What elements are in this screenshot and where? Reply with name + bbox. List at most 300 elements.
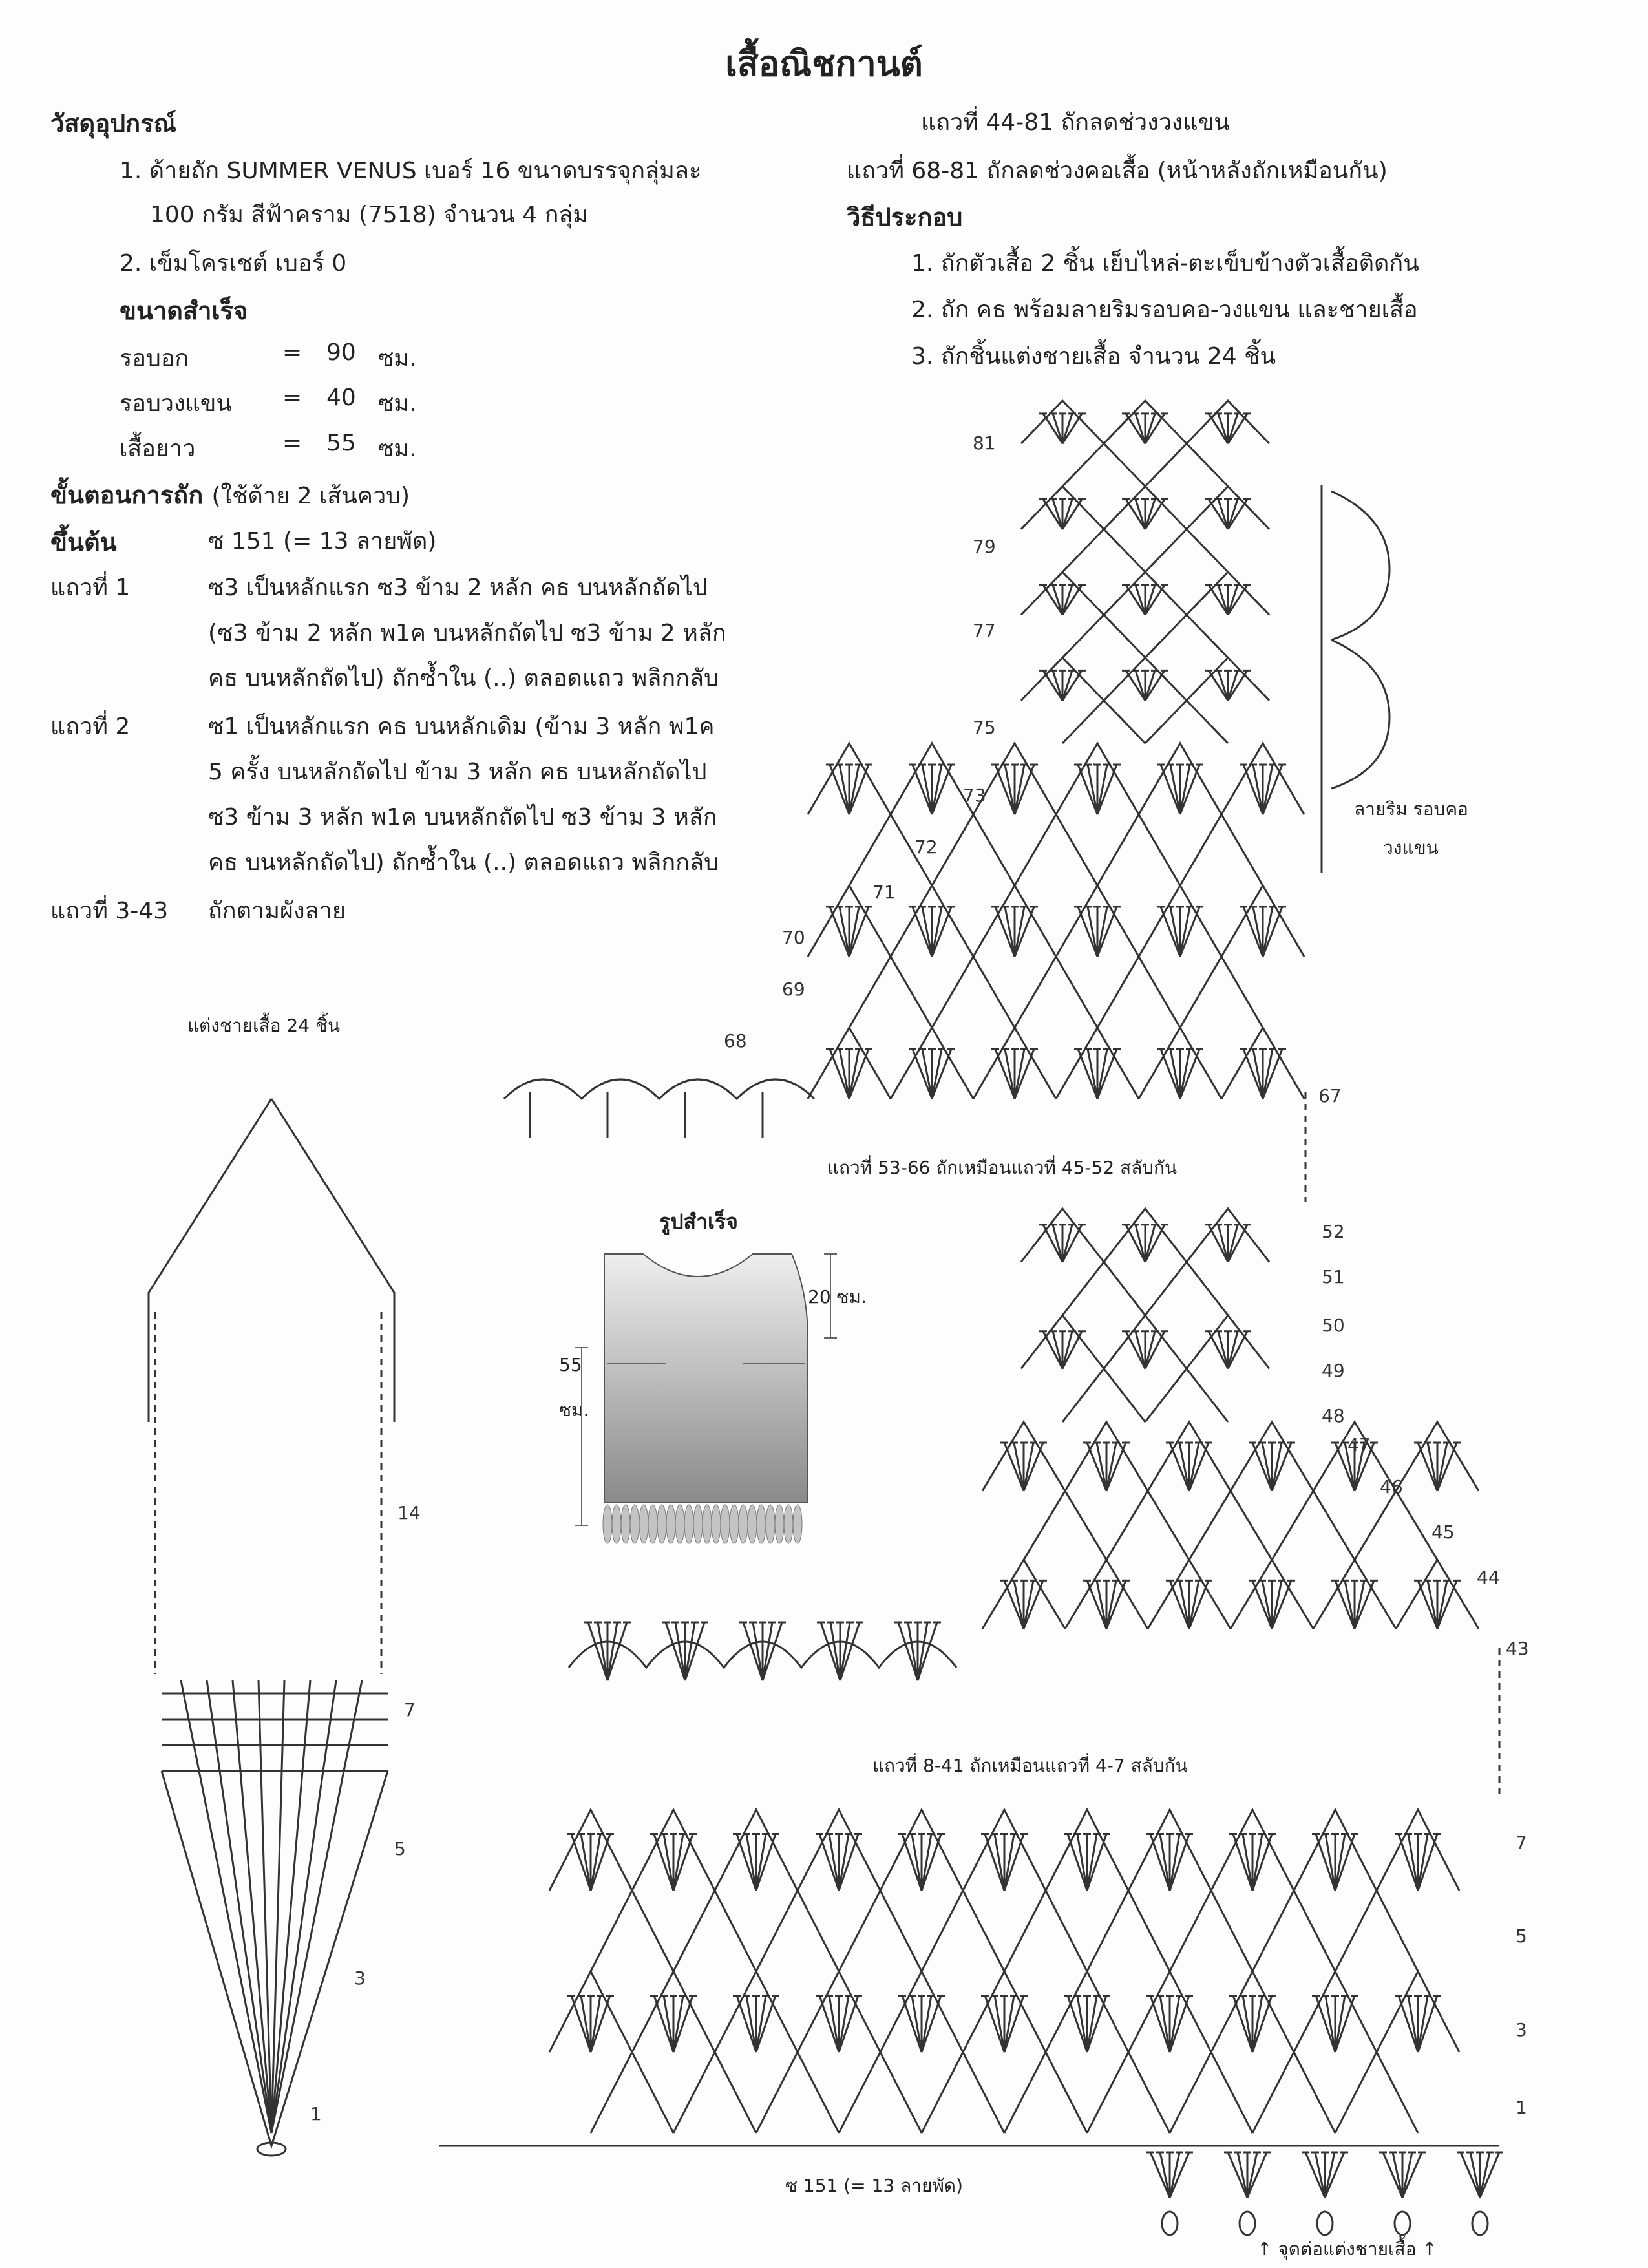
assembly-step-2: 2. ถัก คธ พร้อมลายริมรอบคอ-วงแขน และชายเสื้อ <box>911 297 1418 323</box>
fan-stitch <box>1218 585 1228 615</box>
row3-text: ถักตามผังลาย <box>208 898 346 924</box>
fringe-blade <box>693 1505 703 1543</box>
fan-stitch <box>1335 1996 1345 2053</box>
fringe-blade <box>721 1505 730 1543</box>
fringe-title: แต่งชายเสื้อ 24 ชิ้น <box>187 1015 341 1036</box>
fan-stitch <box>1004 1834 1014 1891</box>
fan-stitch <box>1087 1996 1106 2053</box>
fan-stitch <box>1399 1996 1418 2053</box>
fan-stitch <box>1218 414 1228 443</box>
fan-stitch <box>1097 1049 1117 1099</box>
fan-stitch <box>1218 1331 1228 1369</box>
fan-stitch <box>1228 1225 1238 1262</box>
row-number-labels <box>310 432 1529 2125</box>
fan-stitch <box>1170 1580 1189 1629</box>
fan-stitch <box>1062 670 1082 700</box>
fan-stitch <box>1150 1996 1170 2053</box>
fan-stitch <box>1126 1331 1145 1369</box>
fan-stitch <box>840 765 849 814</box>
row-number-mid-51: 51 <box>1322 1266 1345 1288</box>
fringe-blade <box>739 1505 748 1543</box>
chain-arc <box>673 1891 756 1971</box>
fan-stitch <box>1126 499 1145 529</box>
fan-stitch <box>1428 1580 1437 1629</box>
fan-stitch <box>1179 1580 1189 1629</box>
fan-stitch <box>1335 1834 1355 1891</box>
fan-stitch <box>1383 2152 1402 2198</box>
fan-stitch <box>1180 907 1190 957</box>
fan-stitch <box>1015 765 1034 814</box>
fan-stitch <box>1126 1225 1145 1262</box>
fan-stitch <box>932 1049 951 1099</box>
chain-arc <box>1145 443 1228 486</box>
fan-stitch <box>1005 1049 1015 1099</box>
fan-stitch <box>913 907 932 957</box>
fringe-stitch <box>271 1680 362 2133</box>
row2-line-1: ซ1 เป็นหลักแรก คธ บนหลักเดิม (ข้าม 3 หลัก พ1ค <box>208 714 715 740</box>
chart-rows-1-7 <box>439 1810 1503 2235</box>
fan-stitch <box>1189 1580 1199 1629</box>
fan-stitch <box>1461 2152 1480 2198</box>
fan-stitch <box>1262 1443 1272 1491</box>
fan-stitch <box>1233 1996 1252 2053</box>
fan-stitch <box>1326 1996 1335 2053</box>
fan-stitch <box>1062 499 1082 529</box>
fan-stitch <box>1243 1834 1252 1891</box>
fan-stitch <box>1126 414 1145 443</box>
fan-stitch <box>1209 1225 1228 1262</box>
fan-stitch <box>1252 1834 1272 1891</box>
fan-stitch <box>922 1834 931 1891</box>
fan-stitch <box>673 1834 693 1891</box>
fringe-blade <box>603 1505 612 1543</box>
fan-stitch <box>922 907 932 957</box>
row-number-bot-5: 5 <box>1516 1925 1527 1947</box>
fan-stitch <box>1053 670 1062 700</box>
fan-stitch <box>1062 670 1072 700</box>
fan-stitch <box>737 1834 756 1891</box>
edge-label-line-2: วงแขน <box>1383 837 1439 858</box>
row-number-mid-50: 50 <box>1322 1315 1345 1336</box>
fan-stitch <box>756 1996 776 2053</box>
fan-stitch <box>1136 585 1145 615</box>
fan-stitch <box>598 1622 607 1680</box>
fan-stitch <box>830 1622 840 1680</box>
fan-stitch <box>1399 1834 1418 1891</box>
fan-stitch <box>840 1622 860 1680</box>
fan-stitch <box>1062 585 1082 615</box>
fan-stitch <box>995 1049 1015 1099</box>
fan-stitch <box>1247 2152 1257 2198</box>
fan-stitch <box>1189 1580 1209 1629</box>
fan-stitch <box>922 1049 932 1099</box>
fan-stitch <box>913 765 932 814</box>
fan-stitch <box>918 1622 927 1680</box>
fan-stitch <box>591 1834 600 1891</box>
size-value-armhole: 40 <box>326 385 356 411</box>
fan-stitch <box>1161 765 1180 814</box>
row1-line-2: (ซ3 ข้าม 2 หลัก พ1ค บนหลักถัดไป ซ3 ข้าม 2 หลัก <box>208 620 726 646</box>
fan-stitch <box>1345 1580 1355 1629</box>
fan-stitch <box>1015 1049 1034 1099</box>
row-number-bot-7: 7 <box>1516 1832 1527 1853</box>
chain-arc <box>1145 529 1228 572</box>
fan-stitch <box>1078 765 1097 814</box>
fan-stitch <box>673 1996 693 2053</box>
row-number-mid-45: 45 <box>1431 1521 1455 1543</box>
chain-arc <box>1335 1891 1418 1971</box>
chain-arc <box>591 1891 673 1971</box>
fan-stitch <box>1247 2152 1267 2198</box>
fan-stitch <box>1393 2152 1402 2198</box>
edge-label-line-1: ลายริม รอบคอ <box>1354 798 1468 820</box>
fan-stitch <box>1136 1225 1145 1262</box>
fan-stitch <box>1209 414 1228 443</box>
fringe-blade <box>666 1505 675 1543</box>
fan-stitch <box>1262 1580 1272 1629</box>
fan-stitch <box>1252 1996 1272 2053</box>
chain-arc <box>932 957 1015 1028</box>
fan-stitch <box>1418 1580 1437 1629</box>
size-eq: = <box>282 385 302 411</box>
fan-stitch <box>756 1834 776 1891</box>
fan-stitch <box>1418 1996 1437 2053</box>
fan-stitch <box>932 765 942 814</box>
fan-stitch <box>1408 1996 1418 2053</box>
fan-stitch <box>1062 1225 1082 1262</box>
fan-stitch <box>1097 765 1107 814</box>
fan-stitch <box>1024 1443 1033 1491</box>
fringe-blade <box>775 1505 784 1543</box>
fan-stitch <box>591 1996 600 2053</box>
fan-stitch <box>1077 1834 1087 1891</box>
fan-stitch <box>1053 1331 1062 1369</box>
fan-stitch <box>913 1049 932 1099</box>
fan-stitch <box>902 1834 922 1891</box>
chain-arc <box>1087 1891 1170 1971</box>
row-number-top-67: 67 <box>1318 1085 1342 1107</box>
fan-stitch <box>912 1996 922 2053</box>
fan-stitch <box>1170 1049 1180 1099</box>
fan-stitch <box>1228 585 1238 615</box>
fringe-blade <box>703 1505 712 1543</box>
fringe-join-loop <box>1472 2212 1488 2235</box>
fan-stitch <box>1470 2152 1480 2198</box>
fringe-blade <box>639 1505 648 1543</box>
fan-stitch <box>1272 1443 1282 1491</box>
edge-scallop <box>1331 640 1389 789</box>
fan-stitch <box>685 1622 704 1680</box>
fan-stitch <box>685 1622 695 1680</box>
fan-stitch <box>1170 907 1180 957</box>
size-value-chest: 90 <box>326 339 356 366</box>
fan-stitch <box>571 1834 591 1891</box>
fan-stitch <box>1272 1580 1282 1629</box>
chain-arc <box>932 814 1015 885</box>
chain-arc <box>673 2052 756 2133</box>
fringe-join-loop <box>1317 2212 1333 2235</box>
fan-stitch <box>1402 2152 1422 2198</box>
fan-stitch <box>1180 765 1199 814</box>
fan-stitch <box>932 907 942 957</box>
fan-stitch <box>1062 585 1072 615</box>
fan-stitch <box>1252 1443 1272 1491</box>
dim-armhole: 20 ซม. <box>808 1286 867 1308</box>
fan-stitch <box>1418 1834 1428 1891</box>
fan-stitch <box>1218 499 1228 529</box>
fan-stitch <box>1228 414 1238 443</box>
row3-label: แถวที่ 3-43 <box>50 898 169 924</box>
fan-stitch <box>902 1996 922 2053</box>
fan-stitch <box>1136 1331 1145 1369</box>
fan-stitch <box>1253 1049 1263 1099</box>
chain-arc <box>1062 615 1145 657</box>
fringe-blade <box>630 1505 639 1543</box>
chain-arc <box>756 2052 839 2133</box>
fan-stitch <box>1170 1996 1179 2053</box>
chain-arc <box>1180 814 1263 885</box>
materials-heading: วัสดุอุปกรณ์ <box>50 109 176 138</box>
fan-stitch <box>673 1834 683 1891</box>
assembly-step-3: 3. ถักชิ้นแต่งชายเสื้อ จำนวน 24 ชิ้น <box>911 343 1276 370</box>
row-number-fringe-3: 3 <box>354 1967 366 1989</box>
fan-stitch <box>673 1996 683 2053</box>
fan-stitch <box>1106 1443 1126 1491</box>
fan-stitch <box>1263 765 1273 814</box>
fan-stitch <box>1150 1834 1170 1891</box>
row1-line-3: คธ บนหลักถัดไป) ถักซ้ำใน (..) ตลอดแถว พลิกกลับ <box>208 665 719 692</box>
chart-rows-67-81 <box>504 401 1389 1138</box>
note-rows-8-41: แถวที่ 8-41 ถักเหมือนแถวที่ 4-7 สลับกัน <box>872 1755 1188 1776</box>
fan-stitch <box>849 1049 869 1099</box>
fan-stitch <box>1014 1580 1024 1629</box>
chain-arc <box>1004 1891 1087 1971</box>
fan-stitch <box>607 1622 627 1680</box>
fan-stitch <box>1437 1443 1457 1491</box>
fan-stitch <box>1004 1996 1024 2053</box>
fan-stitch <box>1024 1443 1043 1491</box>
fan-stitch <box>1005 765 1015 814</box>
fan-stitch <box>1087 1834 1097 1891</box>
fan-stitch <box>1053 414 1062 443</box>
fan-stitch <box>1088 1049 1097 1099</box>
fan-stitch <box>571 1996 591 2053</box>
row-number-bot-1: 1 <box>1516 2097 1527 2118</box>
fan-stitch <box>1087 1834 1106 1891</box>
row2-line-4: คธ บนหลักถัดไป) ถักซ้ำใน (..) ตลอดแถว พลิกกลับ <box>208 849 719 876</box>
fan-stitch <box>1228 2152 1247 2198</box>
dim-length-unit: ซม. <box>559 1399 589 1421</box>
fan-stitch <box>1004 1834 1024 1891</box>
fan-stitch <box>1106 1443 1116 1491</box>
fan-stitch <box>1355 1580 1364 1629</box>
fan-stitch <box>1418 1996 1428 2053</box>
row-number-fringe-1: 1 <box>310 2103 322 2125</box>
fan-stitch <box>1335 1834 1345 1891</box>
row-number-fringe-5: 5 <box>394 1838 406 1860</box>
fringe-join-loop <box>1162 2212 1178 2235</box>
fan-stitch <box>1024 1580 1033 1629</box>
fan-stitch <box>1024 1580 1043 1629</box>
size-label-armhole: รอบวงแขน <box>120 390 233 417</box>
material-item-1-line-2: 100 กรัม สีฟ้าคราม (7518) จำนวน 4 กลุ่ม <box>150 202 589 228</box>
foundation-label: ซ 151 (= 13 ลายพัด) <box>785 2175 963 2196</box>
fan-stitch <box>1243 907 1263 957</box>
fan-stitch <box>1015 907 1024 957</box>
fan-stitch <box>1326 1834 1335 1891</box>
fan-stitch <box>985 1996 1004 2053</box>
chain-arc <box>1087 2052 1170 2133</box>
chain-arc <box>1062 443 1145 486</box>
fan-stitch <box>1068 1834 1087 1891</box>
row-number-top-81: 81 <box>973 432 996 454</box>
fan-stitch <box>1316 1834 1335 1891</box>
edge-scallop <box>1331 491 1389 640</box>
fan-stitch <box>1180 765 1190 814</box>
fan-stitch <box>1437 1580 1457 1629</box>
fringe-blade <box>648 1505 657 1543</box>
fan-stitch <box>1015 1049 1024 1099</box>
fan-stitch <box>1097 1443 1106 1491</box>
fan-stitch <box>840 1049 849 1099</box>
dim-length: 55 <box>559 1354 582 1375</box>
fan-stitch <box>581 1834 591 1891</box>
fan-stitch <box>1170 1834 1179 1891</box>
chain-arc <box>1024 1491 1106 1560</box>
fan-stitch <box>664 1834 673 1891</box>
chain-arc <box>1272 1491 1355 1560</box>
rows-44-81-note: แถวที่ 44-81 ถักลดช่วงวงแขน <box>921 109 1230 136</box>
fan-stitch <box>1263 907 1273 957</box>
fan-stitch <box>1015 907 1034 957</box>
chain-arc <box>1062 1262 1145 1316</box>
finished-garment-figure <box>575 1254 837 1543</box>
chain-arc <box>922 2052 1004 2133</box>
fan-stitch <box>1087 1443 1106 1491</box>
fan-stitch <box>1180 1049 1190 1099</box>
fan-stitch <box>1062 499 1072 529</box>
fan-stitch <box>1180 907 1199 957</box>
fan-stitch <box>1335 1996 1355 2053</box>
fan-stitch <box>908 1622 918 1680</box>
fan-stitch <box>1480 2152 1490 2198</box>
fringe-edge <box>149 1099 271 1422</box>
fan-stitch <box>1170 2152 1179 2198</box>
chain-arc <box>1145 615 1228 657</box>
fan-stitch <box>1253 765 1263 814</box>
fan-stitch <box>839 1834 849 1891</box>
fan-stitch <box>839 1834 858 1891</box>
chain-arc <box>1145 1369 1228 1423</box>
chain-arc <box>1062 529 1145 572</box>
fan-stitch <box>1145 1225 1165 1262</box>
row-number-top-79: 79 <box>973 536 996 557</box>
fan-stitch <box>607 1622 617 1680</box>
fan-stitch <box>1170 2152 1189 2198</box>
fan-stitch <box>1243 1996 1252 2053</box>
fan-stitch <box>743 1622 763 1680</box>
chain-arc <box>1015 957 1097 1028</box>
fan-stitch <box>819 1996 839 2053</box>
size-eq: = <box>282 430 302 456</box>
chain-arc <box>504 1079 814 1099</box>
fan-stitch <box>849 1049 859 1099</box>
fan-stitch <box>1068 1996 1087 2053</box>
fan-stitch <box>1228 585 1247 615</box>
fan-stitch <box>1145 670 1155 700</box>
fan-stitch <box>922 765 932 814</box>
start-text: ซ 151 (= 13 ลายพัด) <box>208 528 437 555</box>
fan-stitch <box>1136 670 1145 700</box>
fan-stitch <box>1043 499 1062 529</box>
fan-stitch <box>1078 1049 1097 1099</box>
fan-stitch <box>1043 1331 1062 1369</box>
fan-stitch <box>1228 1225 1247 1262</box>
fan-stitch <box>1355 1580 1374 1629</box>
fan-stitch <box>1160 1996 1170 2053</box>
chain-arc <box>1170 1891 1252 1971</box>
fringe-blade <box>757 1505 766 1543</box>
fan-stitch <box>1145 499 1155 529</box>
note-rows-53-66: แถวที่ 53-66 ถักเหมือนแถวที่ 45-52 สลับกัน <box>827 1157 1178 1178</box>
chain-arc <box>1015 814 1097 885</box>
fan-stitch <box>922 1996 941 2053</box>
fringe-blade <box>730 1505 739 1543</box>
fan-stitch <box>1088 907 1097 957</box>
fan-stitch <box>995 907 1015 957</box>
fan-stitch <box>1209 670 1228 700</box>
fan-stitch <box>1145 585 1155 615</box>
fan-stitch <box>821 1622 840 1680</box>
row-number-mid-47: 47 <box>1347 1434 1371 1456</box>
fan-stitch <box>932 907 951 957</box>
fan-stitch <box>849 765 859 814</box>
fan-stitch <box>1005 907 1015 957</box>
fan-stitch <box>1145 1225 1155 1262</box>
row-number-mid-52: 52 <box>1322 1221 1345 1242</box>
row1-line-1: ซ3 เป็นหลักแรก ซ3 ข้าม 2 หลัก คธ บนหลักถัดไป <box>208 575 708 601</box>
assembly-heading: วิธีประกอบ <box>847 203 963 231</box>
fan-stitch <box>1015 765 1024 814</box>
rows-68-81-note: แถวที่ 68-81 ถักลดช่วงคอเสื้อ (หน้าหลังถักเหมือนกัน) <box>847 158 1388 184</box>
fan-stitch <box>756 1834 766 1891</box>
fan-stitch <box>763 1622 782 1680</box>
fan-stitch <box>1170 1443 1189 1491</box>
row-number-top-73: 73 <box>963 785 986 806</box>
row-number-mid-44: 44 <box>1477 1567 1500 1588</box>
fan-stitch <box>581 1996 591 2053</box>
fan-stitch <box>675 1622 685 1680</box>
chain-arc <box>1252 2052 1335 2133</box>
fan-stitch <box>830 907 849 957</box>
fan-stitch <box>1062 1225 1072 1262</box>
chain-arc <box>839 2052 922 2133</box>
row-number-top-68: 68 <box>724 1030 747 1052</box>
fringe-blade <box>712 1505 721 1543</box>
fan-stitch <box>922 1834 941 1891</box>
fan-stitch <box>1043 414 1062 443</box>
fan-stitch <box>995 765 1015 814</box>
chart-connectors <box>155 1092 1499 1797</box>
fan-stitch <box>830 1049 849 1099</box>
row-number-mid-43: 43 <box>1506 1638 1529 1659</box>
fan-stitch <box>1126 585 1145 615</box>
fan-stitch <box>664 1996 673 2053</box>
fan-stitch <box>1218 670 1228 700</box>
chart-fringe-piece <box>149 1099 394 2156</box>
fan-stitch <box>1228 1331 1238 1369</box>
fan-stitch <box>1097 907 1117 957</box>
